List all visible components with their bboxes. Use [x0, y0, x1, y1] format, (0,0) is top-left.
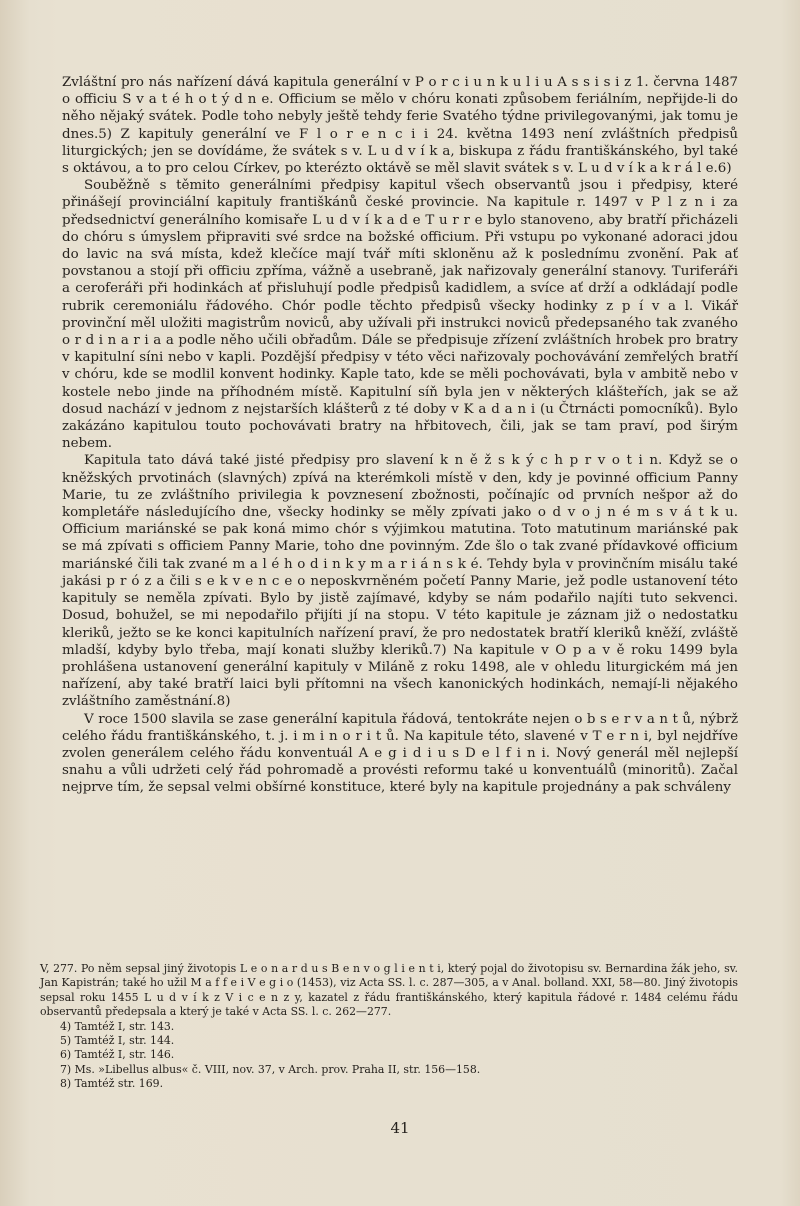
footnote-8: 8) Tamtéž str. 169. [60, 1077, 164, 1091]
footnote-5: 5) Tamtéž I, str. 144. [60, 1034, 175, 1048]
main-text [62, 74, 738, 797]
paragraph-3: Kapitula tato dává také jisté předpisy pro slavení k n ě ž s k ý c h p r v o t i n. Když se o kněžských prvotinách (slavných) zpívá na kterémkoli místě v den, kdy je povinné officium Panny Marie, tu ze zvláštního privilegia k povznesení zbožnosti, počínajíc od prvních nešpor až do kompletáře následujícího dne, všecky hodinky se měly zpívati jako o d v o j n é m s v á t k u. Officium mariánské se pak koná mimo chór s výjimkou matutina. Toto matutinum mariánské pak se má zpívati s officiem Panny Marie, toho dne povinným. Zde šlo o tak zvané přídavkové officium mariánské čili tak zvané m a l é h o d i n k y m a r i á n s k é. Tehdy byla v provinčním misálu také jakási p r ó z a čili s e k v e n c e o neposkvrněném početí Panny Marie, jež podle ustanovení této kapituly se neměla zpívati. Bylo by jistě zajímavé, kdyby se nám podařilo najíti tuto sekvenci. Dosud, bohužel, se mi nepodařilo přijíti jí na stopu. V této kapitule je záznam již o nedostatku kleriků, ježto se ke konci kapitulních nařízení praví, že pro nedostatek bratří kleriků kněží, zvláště mladší, kdyby bylo třeba, mají konati služby kleriků.7) Na kapitule v O p a v ě roku 1499 byla prohlášena ustanovení generální kapituly v Miláně z roku 1498, ale v ohledu liturgickém má jen nařízení, aby také bratří laici byli přítomni na všech kanonických hodinkách, nemají-li nějakého zvláštního zaměstnání.8) [62, 453, 738, 710]
paragraph-2: Souběžně s těmito generálními předpisy kapitul všech observantů jsou i předpisy, které přinášejí provinciální kapituly františkánů české provincie. Na kapitule r. 1497 v P l z n i za předsednictví generálního komisaře L u d v í k a d e T u r r e bylo stanoveno, aby bratří přicházeli do chóru s úmyslem připraviti své srdce na božské officium. Při vstupu po vykonané adoraci jdou do lavic na svá místa, kdež klečíce mají tvář míti skloněnu až k poslednímu zvonění. Pak ať povstanou a stojí při officiu zpříma, vážně a usebraně, jak nařizovaly generální stanovy. Turiferáři a ceroferáři při hodinkách ať přisluhují podle předpisů kadidlem, a svíce ať drží a odkládají podle rubrik ceremoniálu řádového. Chór podle těchto předpisů všecky hodinky z p í v a l. Vikář provinční měl uložiti magistrům noviců, aby užívali při instrukci noviců předepsaného tak zvaného o r d i n a r i a a podle něho učili obřadům. Dále se předpisuje zřízení zvláštních hrobek pro bratry v kapitulní síni nebo v kapli. Pozdější předpisy v této věci nařizovaly pochovávání zemřelých bratří v chóru, kde se modlil konvent hodinky. Kaple tato, kde se měli pochovávati, byla v ambitě nebo v kostele nebo jinde na příhodném místě. Kapitulní síň byla jen v některých klášteřích, jak se až dosud nachází v jednom z nejstarších klášterů z té doby v K a d a n i (u Čtrnácti pomocníků). Bylo zakázáno kapitulou touto pochovávati bratry na hřbitovech, čili, jak se tam praví, pod širým nebem. [62, 178, 738, 452]
footnote-7: 7) Ms. »Libellus albus« č. VIII, nov. 37, v Arch. prov. Praha II, str. 156—158. [60, 1062, 481, 1076]
paragraph-1: Zvláštní pro nás nařízení dává kapitula generální v P o r c i u n k u l i u A s s i s i z 1. června 1487 o officiu S v a t é h o t ý d n e. Officium se mělo v chóru konati způsobem feriálním, nepřijde-li do něho nějaký svátek. Podle toho nebyly ještě tehdy ferie Svatého týdne privilegovanými, jak tomu je dnes.5) Z kapituly generální ve F l o r e n c i i 24. května 1493 není zvláštních předpisů liturgických; jen se dovídáme, že svátek s v. L u d v í k a, biskupa z řádu františkánského, byl také s oktávou, a to pro celou Církev, po kterézto oktávě se měl slavit svátek s v. L u d v í k a k r á l e.6) [62, 75, 738, 177]
page-number: 41 [390, 1119, 410, 1137]
footnote-continuation: V, 277. Po něm sepsal jiný životopis L e o n a r d u s B e n v o g l i e n t i, který pojal do životopisu sv. Bernardina žák jeho, sv. Jan Kapistrán; také ho užil M a f f e i V e g i o (1453), viz Acta SS. l. c. 287—305, a v Anal. bolland. XXI, 58—80. Jiný životopis sepsal roku 1455 L u d v í k z V i c e n z y, kazatel z řádu františkánského, který kapitula řádové r. 1484 celému řádu observantů předepsala a který je také v Acta SS. l. c. 262—277. [40, 962, 738, 1019]
footnotes [40, 962, 738, 1092]
footnote-6: 6) Tamtéž I, str. 146. [60, 1048, 175, 1062]
footnote-4: 4) Tamtéž I, str. 143. [60, 1019, 175, 1033]
paragraph-4: V roce 1500 slavila se zase generální kapitula řádová, tentokráte nejen o b s e r v a n t ů, nýbrž celého řádu františkánského, t. j. i m i n o r i t ů. Na kapitule této, slavené v T e r n i, byl nejdříve zvolen generálem celého řádu konventuál A e g i d i u s D e l f i n i. Nový generál měl nejlepší snahu a vůli udržeti celý řád pohromadě a provésti reformu také u konventuálů (minoritů). Začal nejprve tím, že sepsal velmi obšírné konstituce, které byly na kapitule projednány a pak schváleny [62, 711, 738, 796]
